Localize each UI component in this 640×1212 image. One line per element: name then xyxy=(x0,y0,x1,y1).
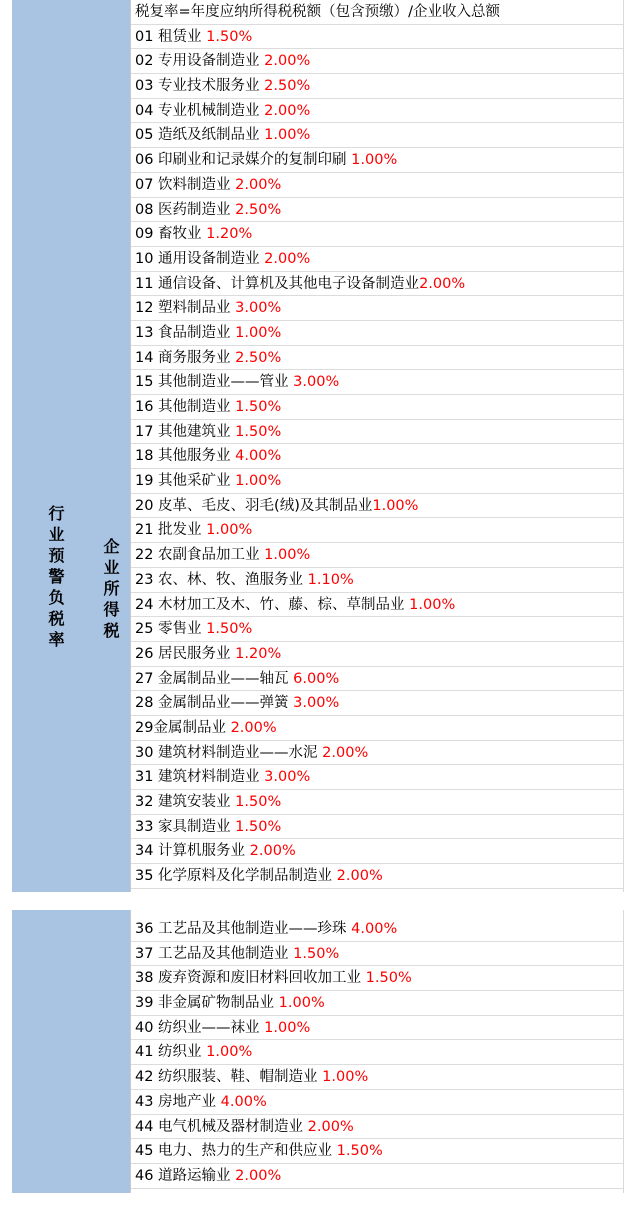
category-column xyxy=(12,0,130,892)
industry-row xyxy=(131,123,623,148)
tax-rate: 1.20% xyxy=(235,645,282,662)
industry-row xyxy=(131,716,623,741)
industry-row xyxy=(131,1065,623,1090)
tax-rate: 1.00% xyxy=(372,497,419,514)
tax-rate: 1.50% xyxy=(206,28,253,45)
industry-row xyxy=(131,25,623,50)
rates-table-part-2 xyxy=(0,910,640,1193)
tax-rate: 3.00% xyxy=(293,374,340,391)
industry-name: 04 专业机械制造业 xyxy=(135,102,265,119)
rate-list xyxy=(131,0,623,889)
industry-name: 12 塑料制品业 xyxy=(135,300,236,317)
tax-rate: 3.00% xyxy=(235,300,282,317)
industry-name: 45 电力、热力的生产和供应业 xyxy=(135,1143,337,1160)
tax-rate: 1.10% xyxy=(307,571,354,588)
industry-name: 32 建筑安装业 xyxy=(135,794,236,810)
industry-name: 36 工艺品及其他制造业——珍珠 xyxy=(135,921,352,937)
industry-name: 39 非金属矿物制品业 xyxy=(135,995,279,1012)
industry-row xyxy=(131,74,623,99)
industry-name: 46 道路运输业 xyxy=(135,1167,236,1184)
category-column xyxy=(12,910,130,1193)
tax-rate: 2.00% xyxy=(264,53,311,70)
industry-row xyxy=(131,790,623,815)
table-right-border xyxy=(623,0,624,892)
industry-name: 25 零售业 xyxy=(135,621,207,638)
tax-type-label: 企业所得税 xyxy=(101,538,120,643)
industry-row xyxy=(131,99,623,124)
industry-name: 08 医药制造业 xyxy=(135,201,236,218)
industry-row xyxy=(131,966,623,991)
industry-name: 33 家具制造业 xyxy=(135,818,236,835)
industry-row xyxy=(131,864,623,889)
tax-rate: 2.50% xyxy=(235,349,282,366)
tax-rate: 6.00% xyxy=(293,670,340,687)
industry-name: 11 通信设备、计算机及其他电子设备制造业 xyxy=(135,275,420,292)
tax-rate: 3.00% xyxy=(293,695,340,712)
industry-row xyxy=(131,1139,623,1164)
industry-row xyxy=(131,321,623,346)
tax-rate: 1.00% xyxy=(235,324,282,341)
tax-rate: 1.00% xyxy=(206,1044,253,1061)
industry-row xyxy=(131,1016,623,1041)
tax-rate: 1.50% xyxy=(235,794,282,810)
tax-rate: 1.50% xyxy=(235,423,282,440)
industry-name: 21 批发业 xyxy=(135,522,207,539)
industry-name: 26 居民服务业 xyxy=(135,645,236,662)
rate-list xyxy=(131,917,623,1189)
industry-row xyxy=(131,593,623,618)
industry-row xyxy=(131,991,623,1016)
tax-rate: 1.50% xyxy=(235,818,282,835)
tax-rate: 2.50% xyxy=(264,78,311,95)
industry-row xyxy=(131,942,623,967)
industry-row xyxy=(131,917,623,942)
tax-rate: 2.00% xyxy=(336,868,383,885)
category-label: 行业预警负税率 xyxy=(46,505,65,652)
industry-name: 09 畜牧业 xyxy=(135,226,207,243)
tax-rate: 4.00% xyxy=(235,448,282,465)
industry-row xyxy=(131,1164,623,1189)
industry-name: 10 通用设备制造业 xyxy=(135,250,265,267)
tax-rate: 1.00% xyxy=(322,1069,369,1086)
industry-row xyxy=(131,815,623,840)
industry-name: 03 专业技术服务业 xyxy=(135,78,265,95)
tax-rate: 1.20% xyxy=(206,226,253,243)
industry-row xyxy=(131,642,623,667)
industry-row xyxy=(131,1090,623,1115)
industry-row xyxy=(131,1040,623,1065)
industry-row xyxy=(131,543,623,568)
industry-name: 16 其他制造业 xyxy=(135,399,236,415)
industry-name: 07 饮料制造业 xyxy=(135,176,236,193)
industry-row xyxy=(131,173,623,198)
tax-rate: 1.50% xyxy=(365,970,412,987)
industry-row xyxy=(131,765,623,790)
industry-row xyxy=(131,1115,623,1140)
industry-name: 37 工艺品及其他制造业 xyxy=(135,945,294,962)
industry-name: 01 租赁业 xyxy=(135,28,207,45)
tax-rate: 2.00% xyxy=(264,250,311,267)
tax-rate: 2.00% xyxy=(230,719,277,736)
formula-header: 税复率=年度应纳所得税税额（包含预缴）/企业收入总额 xyxy=(131,0,623,25)
industry-row xyxy=(131,198,623,223)
industry-name: 31 建筑材料制造业 xyxy=(135,769,265,786)
tax-rate: 2.00% xyxy=(322,744,369,761)
industry-row xyxy=(131,346,623,371)
industry-row xyxy=(131,272,623,297)
table-right-border xyxy=(623,910,624,1193)
industry-row xyxy=(131,568,623,593)
tax-rate: 1.00% xyxy=(235,473,282,490)
industry-row xyxy=(131,839,623,864)
tax-rate: 1.00% xyxy=(264,547,311,564)
industry-name: 18 其他服务业 xyxy=(135,448,236,465)
industry-name: 19 其他采矿业 xyxy=(135,473,236,490)
industry-row xyxy=(131,444,623,469)
industry-name: 22 农副食品加工业 xyxy=(135,547,265,564)
tax-rate: 1.50% xyxy=(206,621,253,638)
tax-rate: 2.50% xyxy=(235,201,282,218)
industry-row xyxy=(131,49,623,74)
tax-rate: 2.00% xyxy=(307,1118,354,1135)
industry-row xyxy=(131,518,623,543)
industry-name: 28 金属制品业——弹簧 xyxy=(135,695,294,712)
industry-name: 05 造纸及纸制品业 xyxy=(135,127,265,144)
industry-name: 17 其他建筑业 xyxy=(135,423,236,440)
tax-rate: 4.00% xyxy=(220,1093,267,1110)
industry-name: 24 木材加工及木、竹、藤、棕、草制品业 xyxy=(135,596,410,613)
tax-rate: 2.00% xyxy=(235,176,282,193)
industry-name: 30 建筑材料制造业——水泥 xyxy=(135,744,323,761)
industry-name: 06 印刷业和记录媒介的复制印刷 xyxy=(135,152,352,169)
industry-name: 34 计算机服务业 xyxy=(135,843,250,860)
tax-rate: 1.00% xyxy=(264,1019,311,1036)
tax-rate: 1.50% xyxy=(235,399,282,415)
tax-rate: 2.00% xyxy=(264,102,311,119)
industry-row xyxy=(131,691,623,716)
industry-name: 42 纺织服装、鞋、帽制造业 xyxy=(135,1069,323,1086)
tax-rate: 2.00% xyxy=(249,843,296,860)
tax-rate: 2.00% xyxy=(419,275,466,292)
industry-name: 27 金属制品业——轴瓦 xyxy=(135,670,294,687)
industry-name: 23 农、林、牧、渔服务业 xyxy=(135,571,308,588)
industry-name: 20 皮革、毛皮、羽毛(绒)及其制品业 xyxy=(135,497,373,514)
tax-rate: 1.00% xyxy=(206,522,253,539)
tax-rate: 1.00% xyxy=(351,152,398,169)
industry-row xyxy=(131,247,623,272)
industry-name: 29金属制品业 xyxy=(135,719,231,736)
industry-row xyxy=(131,420,623,445)
industry-row xyxy=(131,370,623,395)
tax-rate: 4.00% xyxy=(351,921,398,937)
tax-rate: 1.50% xyxy=(336,1143,383,1160)
industry-name: 15 其他制造业——管业 xyxy=(135,374,294,391)
industry-name: 40 纺织业——袜业 xyxy=(135,1019,265,1036)
industry-name: 44 电气机械及器材制造业 xyxy=(135,1118,308,1135)
industry-name: 13 食品制造业 xyxy=(135,324,236,341)
industry-row xyxy=(131,469,623,494)
tax-rate: 1.00% xyxy=(264,127,311,144)
tax-rate: 1.00% xyxy=(278,995,325,1012)
industry-row xyxy=(131,222,623,247)
industry-row xyxy=(131,395,623,420)
industry-name: 41 纺织业 xyxy=(135,1044,207,1061)
industry-row xyxy=(131,741,623,766)
tax-rate: 1.50% xyxy=(293,945,340,962)
tax-rate: 1.00% xyxy=(409,596,456,613)
industry-row xyxy=(131,494,623,519)
tax-rate: 3.00% xyxy=(264,769,311,786)
industry-row xyxy=(131,148,623,173)
industry-name: 35 化学原料及化学制品制造业 xyxy=(135,868,337,885)
industry-name: 38 废弃资源和废旧材料回收加工业 xyxy=(135,970,366,987)
industry-row xyxy=(131,667,623,692)
industry-name: 02 专用设备制造业 xyxy=(135,53,265,70)
tax-rate: 2.00% xyxy=(235,1167,282,1184)
industry-name: 43 房地产业 xyxy=(135,1093,221,1110)
industry-row xyxy=(131,296,623,321)
industry-name: 14 商务服务业 xyxy=(135,349,236,366)
industry-row xyxy=(131,617,623,642)
